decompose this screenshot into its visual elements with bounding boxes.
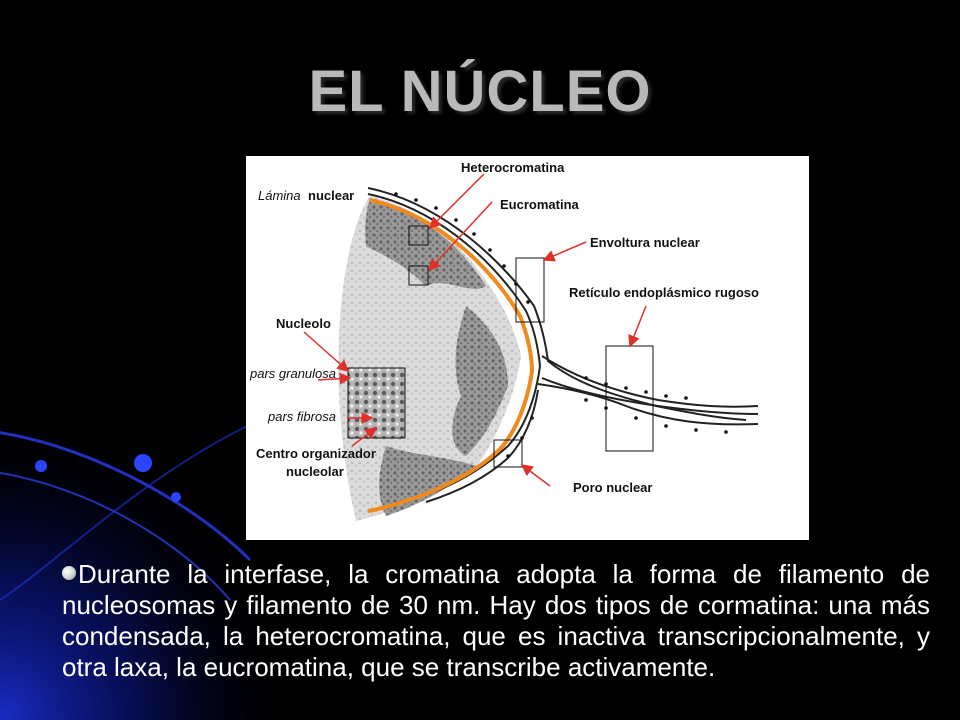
label-lamina-part1: Lámina [258,188,301,203]
nucleus-diagram-svg [246,156,809,540]
label-heterocromatina: Heterocromatina [461,160,565,175]
label-reticulo: Retículo endoplásmico rugoso [569,285,759,300]
bullet-icon [62,566,76,580]
er-membrane-upper [542,356,758,407]
slide-title: EL NÚCLEO [308,59,652,124]
label-nucleolo: Nucleolo [276,316,331,331]
label-centro-organizador-1: Centro organizador [256,446,376,461]
nucleus-diagram [246,156,809,540]
label-centro-organizador-2: nucleolar [286,464,344,479]
slide-body-text: Durante la interfase, la cromatina adopta la forma de filamento de nucleosomas y filamento de 30 nm. Hay dos tipos de cormatina: una más condensada, la heterocromatina, que es inactiva transcripcionalmente, y otra laxa, la eucromatina, que se transcribe activamente. [62,559,930,682]
label-envoltura-nuclear: Envoltura nuclear [590,235,700,250]
label-eucromatina: Eucromatina [500,197,579,212]
label-poro-nuclear: Poro nuclear [573,480,653,495]
nucleolus-box [348,368,405,438]
label-lamina-part2: nuclear [308,188,355,203]
slide-body-paragraph [62,559,930,683]
er-membrane-lower [542,378,758,414]
label-pars-granulosa: pars granulosa [250,366,336,381]
label-pars-fibrosa: pars fibrosa [268,409,336,424]
